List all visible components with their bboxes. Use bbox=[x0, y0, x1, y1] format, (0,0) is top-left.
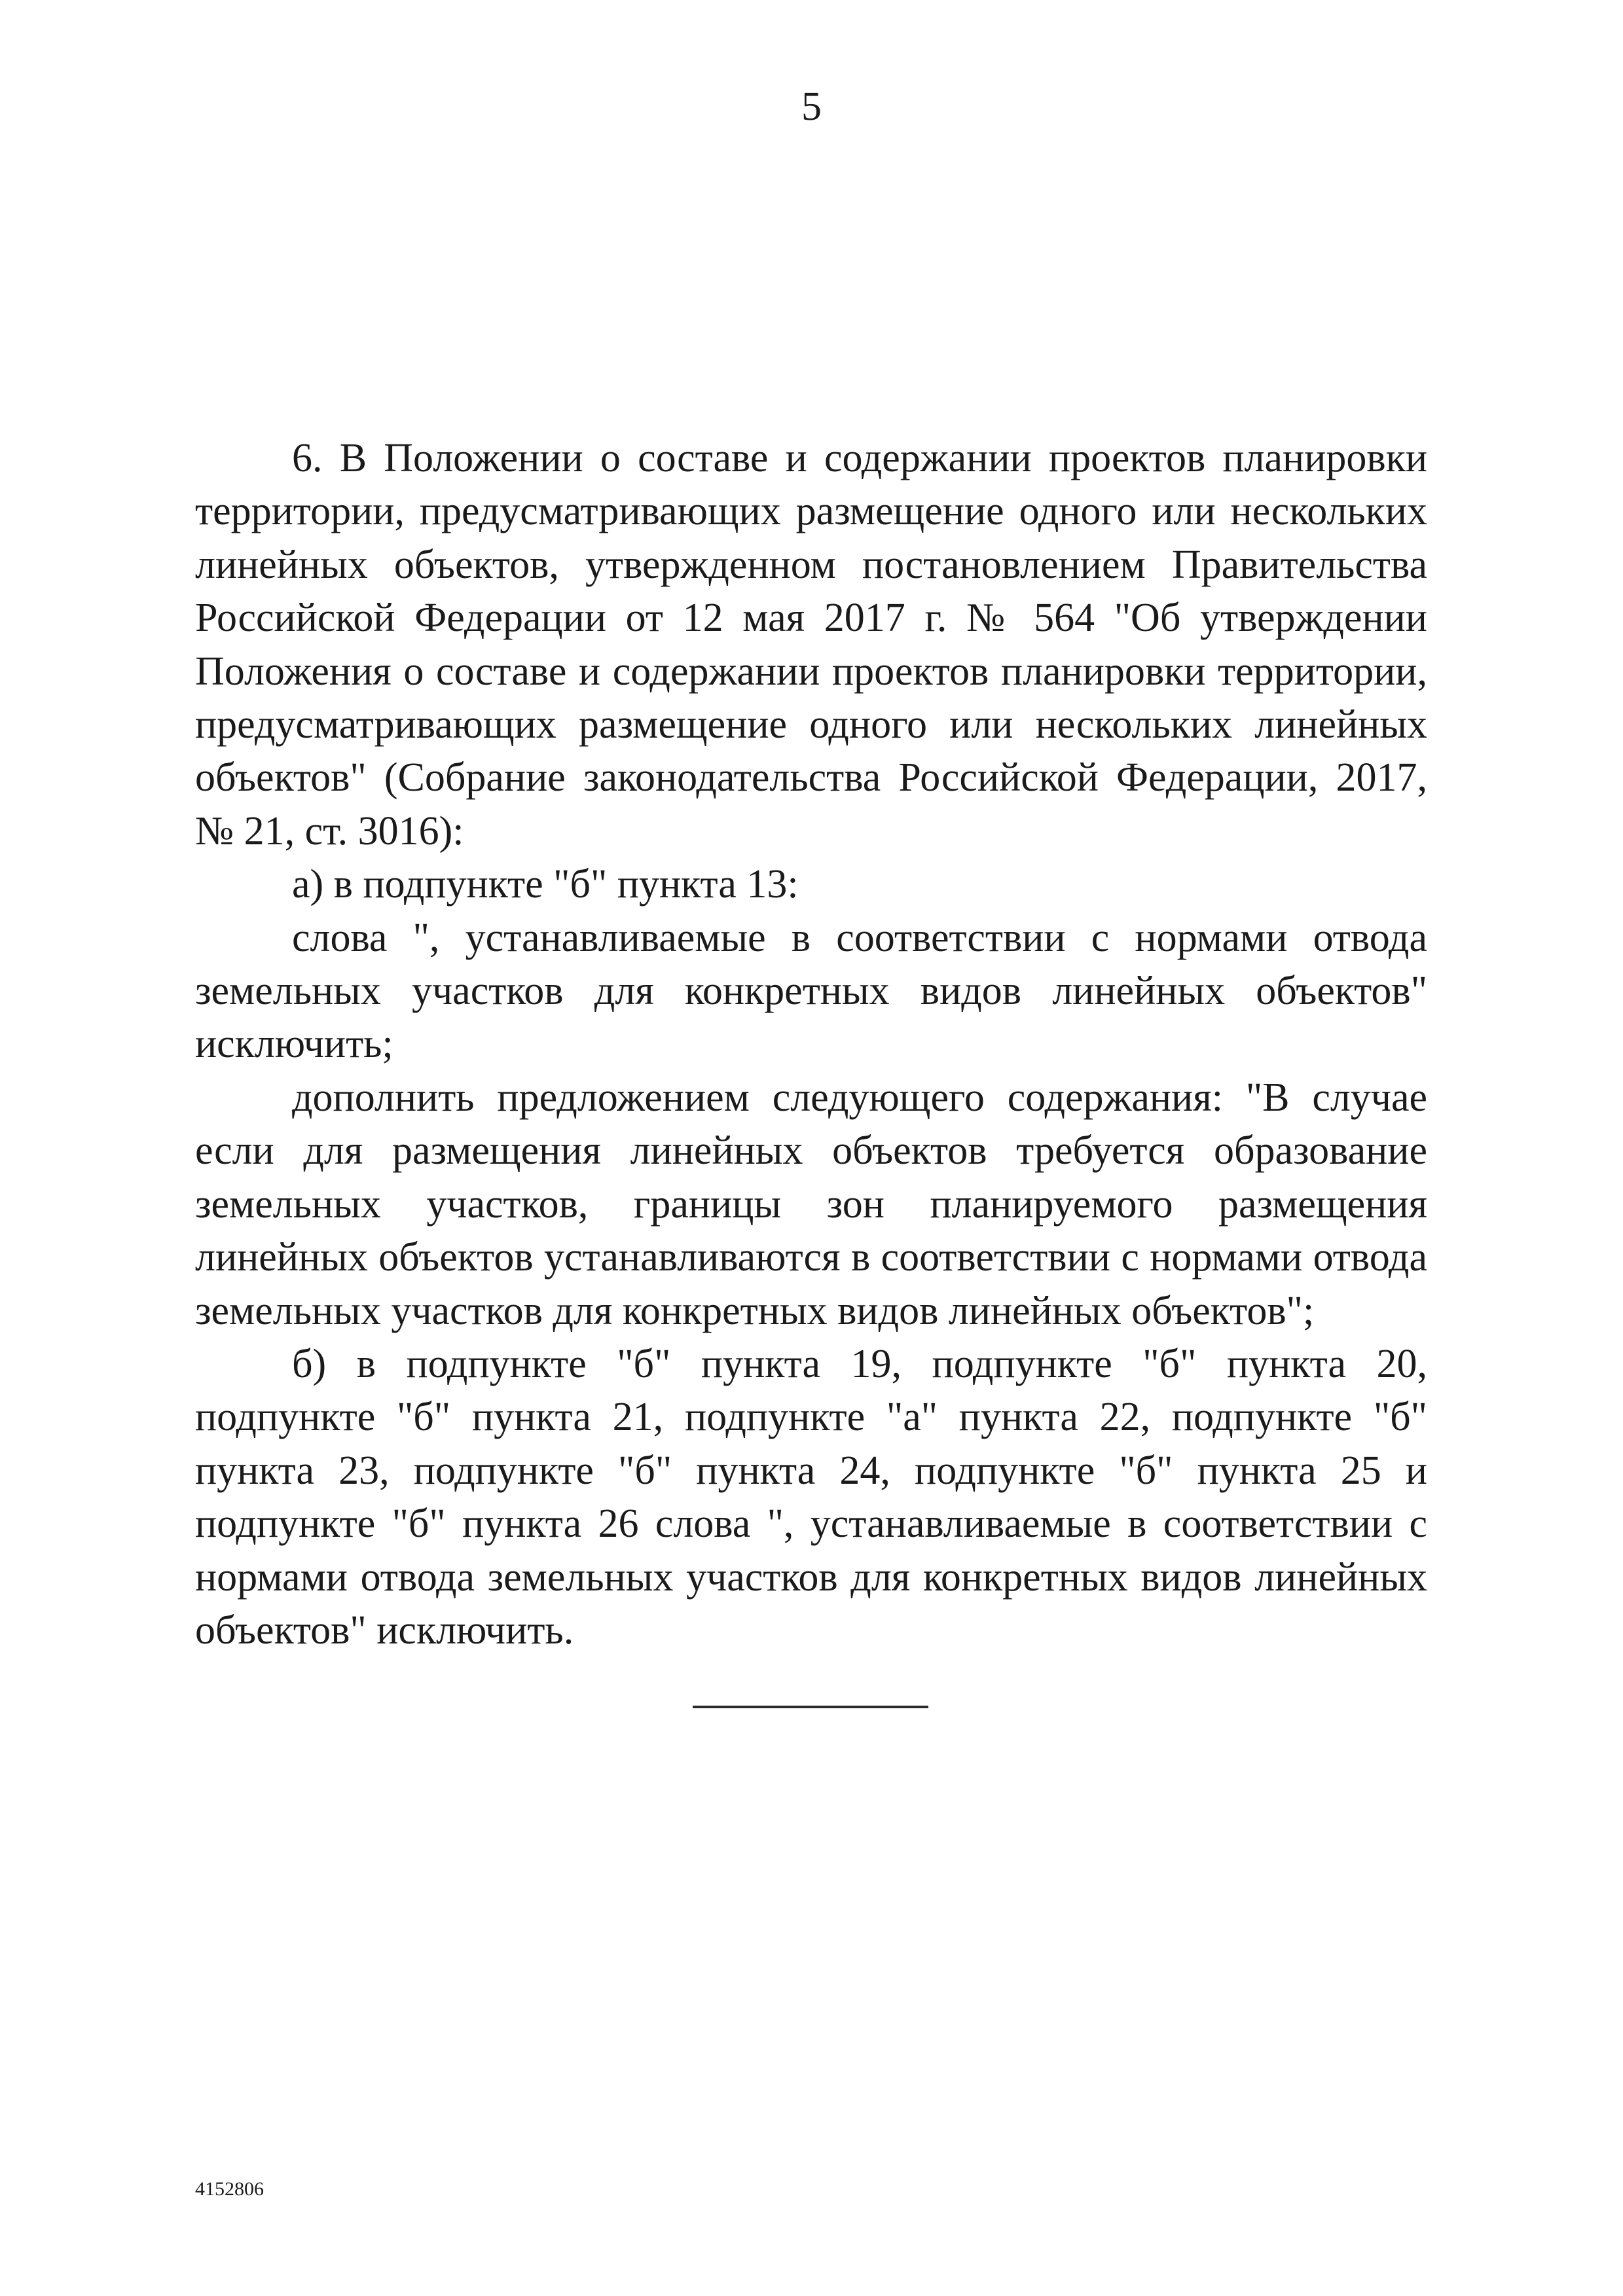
paragraph-item-6: 6. В Положении о составе и содержании проектов планировки территории, предусматривающих размещение одного или нескольких линейных объектов, утвержденном постановлением Правительства Российской Федерации от 12 мая 2017 г. № 564 "Об утверждении Положения о составе и содержании проектов планировки территории, предусматривающих размещение одного или нескольких линейных объектов" (Собрание законодательства Российской Федерации, 2017, № 21, ст. 3016): bbox=[195, 436, 1427, 853]
document-code: 4152806 bbox=[195, 2178, 264, 2200]
document-body bbox=[195, 432, 1427, 1657]
page-number: 5 bbox=[801, 84, 822, 129]
paragraph-supplement: дополнить предложением следующего содержания: "В случае если для размещения линейных объектов требуется образование земельных участков, границы зон планируемого размещения линейных объектов устанавливаются в соответствии с нормами отвода земельных участков для конкретных видов линейных объектов"; bbox=[195, 1075, 1427, 1333]
paragraph-words-exclude: слова ", устанавливаемые в соответствии с нормами отвода земельных участков для конкретных видов линейных объектов" исключить; bbox=[195, 915, 1427, 1067]
paragraph-subitem-b: б) в подпункте "б" пункта 19, подпункте "б" пункта 20, подпункте "б" пункта 21, подпункте "а" пункта 22, подпункте "б" пункта 23, подпункте "б" пункта 24, подпункте "б" пункта 25 и подпункте "б" пункта 26 слова ", устанавливаемые в соответствии с нормами отвода земельных участков для конкретных видов линейных объектов" исключить. bbox=[195, 1341, 1427, 1653]
paragraph-subitem-a: а) в подпункте "б" пункта 13: bbox=[292, 862, 799, 907]
end-separator-line bbox=[693, 1706, 928, 1708]
